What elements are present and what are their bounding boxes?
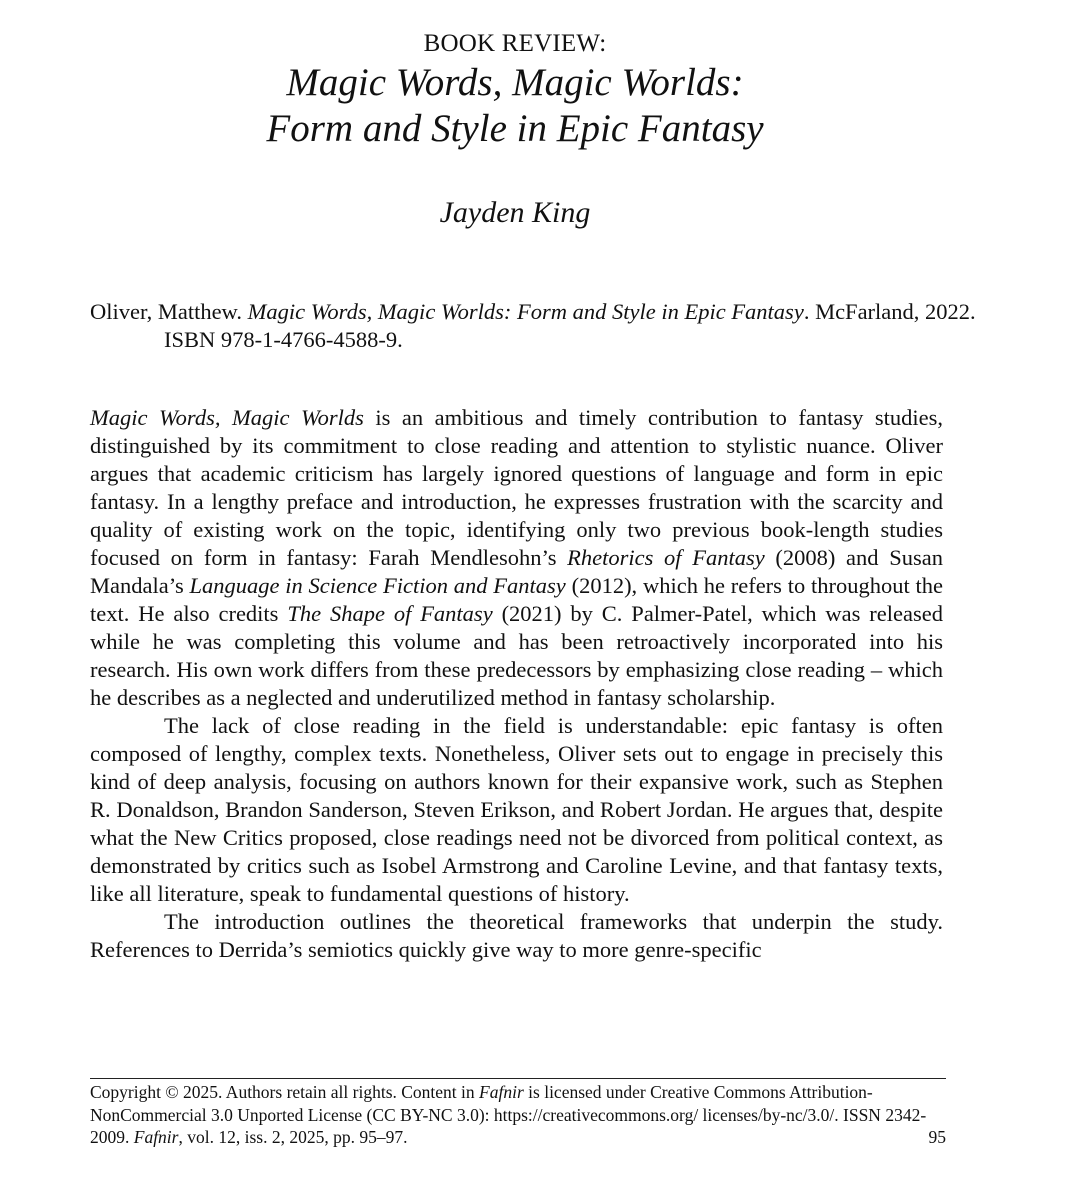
citation-author: Oliver, Matthew. [90,299,242,324]
review-body [90,404,943,964]
text-run: (2012), which he refers to throughout the text. He also credits [90,573,943,626]
italic-book-title: The Shape of Fantasy [287,601,493,626]
italic-book-title: Rhetorics of Fantasy [567,545,765,570]
text-run: (2008) and Susan Mandala’s [90,545,943,598]
review-header [0,28,1030,152]
footer-text: Copyright © 2025. Authors retain all rights. Content in [90,1082,480,1102]
italic-book-title: Magic Words, Magic Worlds [90,405,364,430]
paragraph-2: The lack of close reading in the field is understandable: epic fantasy is often composed of lengthy, complex texts. Nonetheless, Oliver sets out to engage in precisely this kind of deep analysis, focusing on authors known for their expansive work, such as Stephen R. Donaldson, Brandon Sanderson, Steven Erikson, and Robert Jordan. He argues that, despite what the New Critics proposed, close readings need not be divorced from political context, as demonstrated by critics such as Isobel Armstrong and Caroline Levine, and that fantasy texts, like all literature, speak to fundamental questions of history. [90,713,943,906]
section-label: BOOK REVIEW: [423,30,607,57]
page-number: 95 [928,1127,946,1147]
text-run: (2021) by C. Palmer-Patel, which was released while he was completing this volume and has been retroactively incorporated into his research. His own work differs from these predecessors by emphasizing close reading – which he describes as a neglected and underutilized method in fantasy scholarship. [90,601,943,710]
book-citation [90,298,1024,354]
text-run: is an ambitious and timely contribution to fantasy studies, distinguished by its commitment to close reading and attention to stylistic nuance. Oliver argues that academic criticism has largely ignored questions of language and form in epic fantasy. In a lengthy preface and introduction, he expresses frustration with the scarcity and quality of existing work on the topic, identifying only two previous book-length studies focused on form in fantasy: Farah Mendlesohn’s [90,405,943,570]
review-title [0,60,1030,152]
title-line-2: Form and Style in Epic Fantasy [266,107,764,150]
italic-book-title: Language in Science Fiction and Fantasy [189,573,566,598]
copyright-footer [90,1078,946,1149]
citation-book-title: Magic Words, Magic Worlds: Form and Style in Epic Fantasy [247,299,804,324]
footer-text: , vol. 12, iss. 2, 2025, pp. 95–97. [178,1127,408,1147]
footer-text: is licensed under Creative Commons Attribution-NonCommercial 3.0 Unported License (CC BY-NC 3.0): https://creativecommons.org/ licenses/by-nc/3.0/. ISSN 2342-2009. [90,1082,927,1147]
title-line-1: Magic Words, Magic Worlds: [286,61,744,104]
paragraph-3: The introduction outlines the theoretical frameworks that underpin the study. References to Derrida’s semiotics quickly give way to more genre-specific [90,909,943,962]
citation-details: . McFarland, 2022. ISBN 978-1-4766-4588-9. [164,299,976,352]
journal-name: Fafnir [479,1082,524,1102]
paragraph-1 [90,404,943,712]
review-author: Jayden King [439,196,591,229]
journal-name: Fafnir [133,1127,179,1147]
